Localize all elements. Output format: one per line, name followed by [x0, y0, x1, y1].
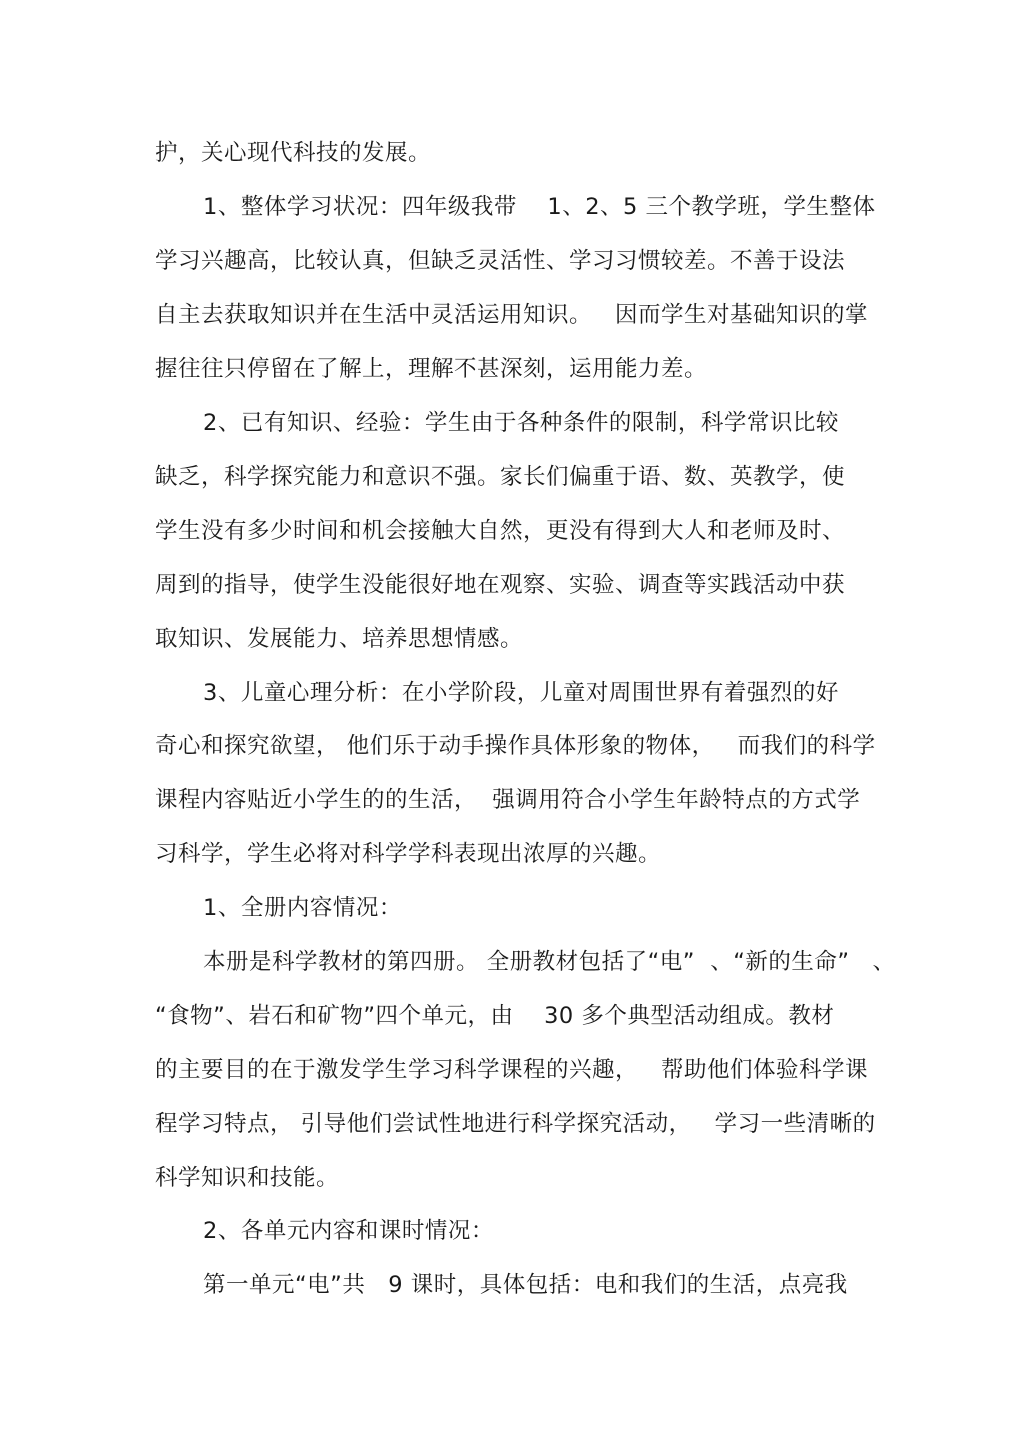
text-line: 1、全册内容情况：: [203, 895, 402, 921]
text-line: 学生没有多少时间和机会接触大自然，更没有得到大人和老师及时、: [155, 518, 846, 544]
text-line: 学习兴趣高，比较认真，但缺乏灵活性、学习习惯较差。不善于设法: [155, 248, 846, 274]
text-line: 课程内容贴近小学生的的生活， 强调用符合小学生年龄特点的方式学: [155, 787, 861, 813]
text-line: 握往往只停留在了解上，理解不甚深刻，运用能力差。: [155, 356, 708, 382]
text-line: 3、儿童心理分析：在小学阶段，儿童对周围世界有着强烈的好: [203, 680, 839, 706]
text-line: 2、已有知识、经验：学生由于各种条件的限制，科学常识比较: [203, 410, 839, 436]
text-line: 习科学，学生必将对科学学科表现出浓厚的兴趣。: [155, 841, 662, 867]
text-line: 周到的指导，使学生没能很好地在观察、实验、调查等实践活动中获: [155, 572, 846, 598]
text-line: 护，关心现代科技的发展。: [155, 140, 432, 166]
text-line: 第一单元“电”共 9 课时，具体包括：电和我们的生活，点亮我: [203, 1272, 848, 1298]
text-line: 本册是科学教材的第四册。 全册教材包括了“电” 、“新的生命” 、: [203, 949, 896, 975]
text-line: 的主要目的在于激发学生学习科学课程的兴趣， 帮助他们体验科学课: [155, 1057, 868, 1083]
text-line: 1、整体学习状况：四年级我带 1、2、5 三个教学班，学生整体: [203, 194, 876, 220]
text-line: “食物”、岩石和矿物”四个单元，由 30 多个典型活动组成。教材: [155, 1003, 835, 1029]
text-line: 奇心和探究欲望， 他们乐于动手操作具体形象的物体， 而我们的科学: [155, 733, 876, 759]
text-line: 缺乏，科学探究能力和意识不强。家长们偏重于语、数、英教学，使: [155, 464, 846, 490]
text-line: 自主去获取知识并在生活中灵活运用知识。 因而学生对基础知识的掌: [155, 302, 868, 328]
text-line: 科学知识和技能。: [155, 1165, 340, 1191]
text-line: 2、各单元内容和课时情况：: [203, 1218, 494, 1244]
text-line: 程学习特点， 引导他们尝试性地进行科学探究活动， 学习一些清晰的: [155, 1111, 876, 1137]
text-line: 取知识、发展能力、培养思想情感。: [155, 626, 524, 652]
